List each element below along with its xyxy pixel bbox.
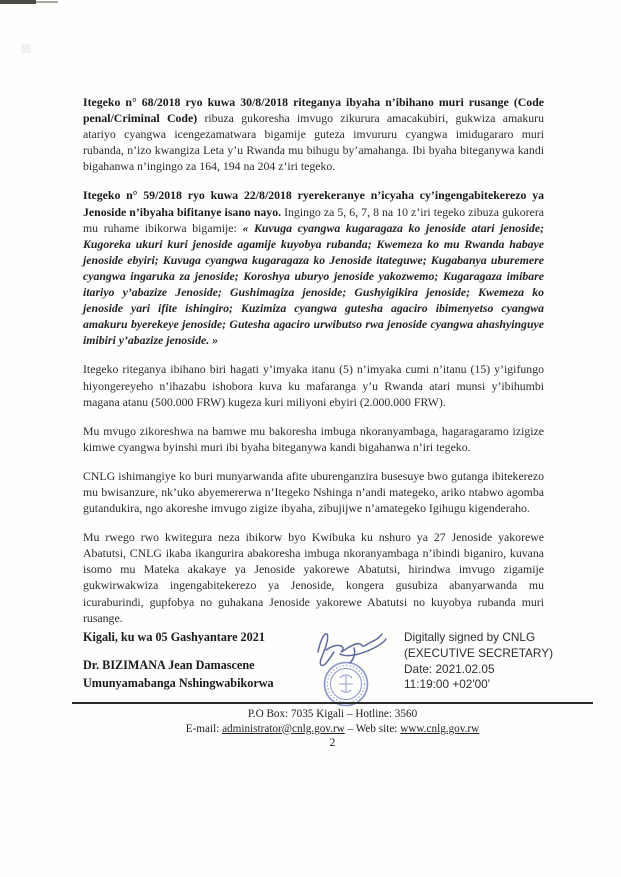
- scan-artifact-corner: [0, 0, 36, 4]
- law-59-title: Itegeko n° 59/2018 ryo kuwa 22/8/2018 ryerekeranye n’icyaha cy’ingengabitekerezo ya Jenoside n’ibyaha bifitanye isano nayo.: [83, 188, 544, 219]
- paragraph-law-59-2018: [83, 187, 544, 348]
- place-and-date: Kigali, ku wa 05 Gashyantare 2021: [83, 630, 265, 644]
- paragraph-penalties: Itegeko riteganya ibihano biri hagati y’imyaka itanu (5) n’imyaka cumi n’itanu (15) y’igifungo hiyongereyeho n’ihazabu ishobora kuva ku mafaranga y’u Rwanda atari munsi y’ibihumbi magana atanu (500.000 FRW) kugeza kuri miliyoni ebyiri (2.000.000 FRW).: [83, 362, 544, 409]
- footer-divider: [72, 702, 593, 704]
- digital-signature-block: [404, 630, 569, 693]
- footer-contact-line: [72, 722, 593, 737]
- footer-website-label: – Web site:: [344, 722, 401, 735]
- document-body: [83, 94, 544, 639]
- paragraph-social-media: Mu mvugo zikoreshwa na bamwe mu bakoresha imbuga nkoranyambaga, hagaragaramo izigize kimwe cyangwa byinshi muri ibi byaha biteganywa kandi bigahanwa n’iri tegeko.: [83, 423, 544, 454]
- digital-signature-signer: Digitally signed by CNLG: [404, 630, 536, 644]
- paragraph-law-68-2018: [83, 94, 544, 174]
- scan-artifact-corner-light: [36, 1, 58, 3]
- signatory-title: Umunyamabanga Nshingwabikorwa: [83, 676, 274, 690]
- footer-website-link[interactable]: www.cnlg.gov.rw: [400, 722, 480, 735]
- footer: [72, 707, 593, 736]
- law-59-text: Ingingo za 5, 6, 7, 8 na 10 z’iri tegeko zibuza gukorera mu ruhame ibikorwa bigamije:: [83, 204, 544, 235]
- signature-scribble-icon: [318, 634, 386, 666]
- paragraph-kwibuka-27: Mu rwego rwo kwitegura neza ibikorw byo Kwibuka ku nshuro ya 27 Jenoside yakorewe Abatutsi, CNLG ikaba ikangurira abakoresha imbuga nkoranyambaga n’ibindi biganiro, kuvana isomo mu Mateka akakaye ya Jenoside yakorewe Abatutsi, hirindwa imvugo zigamije gukwirwakwiza ingengabitekerezo ya Jenoside, kongera gusubiza abanyarwanda mu icuraburindi, gupfobya no guhakana Jenoside yakorewe Abatutsi no kuyobya rubanda muri rusange.: [83, 530, 544, 625]
- footer-address-line: P.O Box: 7035 Kigali – Hotline: 3560: [247, 708, 418, 720]
- digital-signature-role: (EXECUTIVE SECRETARY): [404, 645, 554, 660]
- official-stamp-icon: [325, 663, 368, 706]
- footer-email-label: E-mail:: [185, 722, 223, 735]
- law-68-title: Itegeko n° 68/2018 ryo kuwa 30/8/2018 riteganya ibyaha n’ibihano muri rusange (Code penal/Criminal Code): [83, 95, 544, 126]
- paragraph-freedom-of-expression: CNLG ishimangiye ko buri munyarwanda afite uburenganzira busesuye bwo gutanga ibitekerezo mu bwisanzure, nk’uko abyemererwa n’Itegeko Nshinga n’andi mategeko, ariko ntabwo agomba gutandukira, ngo akoreshe imvugo zigize ibyaha, zibujijwe n’amategeko Igihugu kigenderaho.: [83, 468, 544, 516]
- law-59-quoted-acts: « Kuvuga cyangwa kugaragaza ko jenoside atari jenoside; Kugoreka ukuri kuri jenoside agamije kuyobya rubanda; Kwemeza ko mu Rwanda habaye jenoside ebyiri; Kuvuga cyangwa kugaragaza ko Jenoside itateguwe; Kugabanya uburemere cyangwa ingaruka za jenoside; Koroshya uburyo jenoside yakozwemo; Kugaragaza imibare itariyo y’abazize Jenoside; Gushimagiza jenoside; Gushyigikira jenoside; Kwemeza ko jenoside yari ifite ishingiro; Kuzimiza cyangwa gutesha agaciro ibimenyetso cyangwa amakuru byerekeye jenoside; Gutesha agaciro urwibutso rwa jenoside cyangwa ahashyinguye imibiri y’abazize jenoside. »: [83, 220, 545, 348]
- scan-artifact-smudge: [21, 44, 31, 53]
- footer-email-link[interactable]: administrator@cnlg.gov.rw: [222, 722, 345, 735]
- law-68-text: ribuza gukoresha imvugo zikurura amacakubiri, gukwiza amakuru atariyo cyangwa icengezamatwara bigamije guteza imvururu cyangwa imidugararo muri rubanda, n’izo kwangiza Leta y’u Rwanda mu bihugu by’amahanga. Ibi byaha biteganywa kandi bigahanwa n’ingingo za 164, 194 na 204 z’iri tegeko.: [83, 111, 545, 174]
- digital-signature-time: 11:19:00 +02'00': [404, 677, 490, 692]
- page-number: 2: [329, 737, 336, 749]
- digital-signature-date: Date: 2021.02.05: [404, 661, 495, 676]
- signatory-name: Dr. BIZIMANA Jean Damascene: [83, 658, 255, 672]
- signature-and-stamp: [296, 618, 408, 714]
